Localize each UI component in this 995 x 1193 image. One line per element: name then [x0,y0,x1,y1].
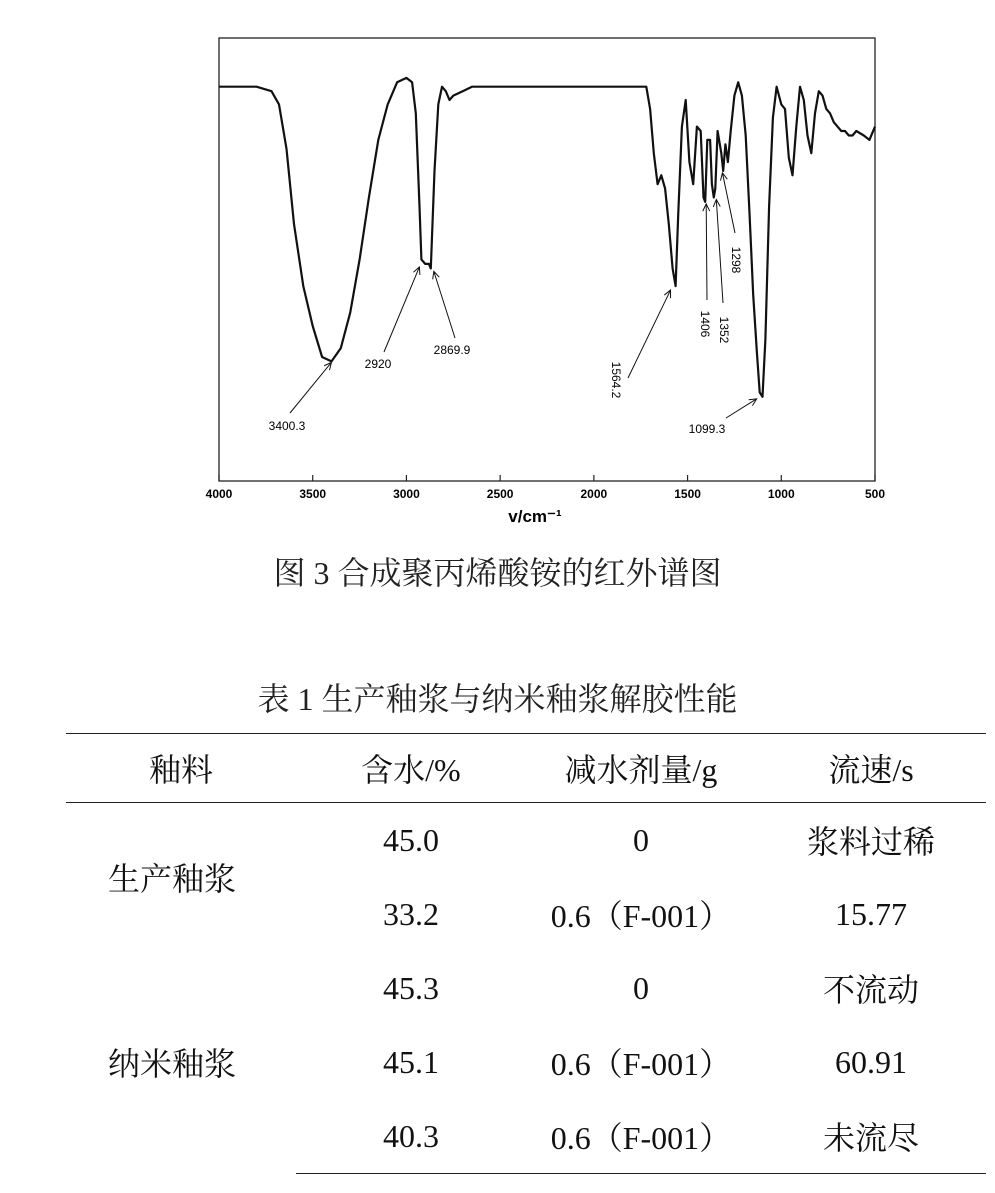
x-axis-label: v/cm⁻¹ [508,507,562,526]
x-tick-label: 4000 [205,487,233,501]
table-row [66,951,986,1025]
cell-reducer: 0.6（F-001） [550,898,732,934]
table-header-row [66,734,986,803]
peak-label: 1298 [729,246,743,274]
x-tick-label: 500 [864,487,886,501]
x-tick-label: 1000 [767,487,795,501]
table-caption: 表 1 生产釉浆与纳米釉浆解胶性能 [257,681,738,717]
x-tick-label: 1500 [674,487,701,501]
cell-flow: 不流动 [822,972,919,1008]
ir-spectrum-chart [0,0,995,530]
cell-flow: 15.77 [834,895,907,932]
cell-reducer: 0.6（F-001） [550,1046,732,1082]
annotation-arrow [628,290,671,378]
peak-label: 2869.9 [433,343,471,357]
cell-flow: 60.91 [834,1043,907,1080]
group-name: 纳米釉浆 [108,1046,237,1083]
annotation-arrow [726,399,757,418]
x-tick-label: 2500 [486,487,514,501]
x-tick-label: 2000 [580,487,608,501]
annotation-arrow [706,204,707,300]
peak-label: 1406 [698,310,712,338]
peak-label: 3400.3 [268,419,306,433]
annotation-arrow [716,199,723,303]
annotation-arrow [722,173,735,233]
spectrum-line [219,78,875,397]
plot-frame [219,38,875,481]
header-flow-rate: 流速/s [756,734,986,803]
peak-label: 1099.3 [688,422,726,436]
header-glaze: 釉料 [66,734,296,803]
peak-label: 1352 [717,316,731,344]
peak-annotations [269,173,757,436]
header-water-content: 含水/% [296,734,526,803]
x-tick-label: 3500 [299,487,327,501]
table-row [66,803,986,878]
group-name: 生产釉浆 [108,861,237,897]
cell-flow: 浆料过稀 [806,824,935,860]
peak-label: 2920 [364,357,392,371]
annotation-arrowhead [749,399,757,406]
cell-reducer: 0 [632,821,649,858]
cell-flow: 未流尽 [756,1099,986,1174]
cell-water: 33.2 [382,895,439,932]
cell-water: 45.0 [382,821,439,858]
cell-water: 45.1 [382,1043,439,1080]
cell-water: 45.3 [382,969,439,1006]
x-tick-label: 3000 [393,487,420,501]
figure-caption: 图 3 合成聚丙烯酸铵的红外谱图 [273,555,722,591]
cell-water: 40.3 [296,1099,526,1174]
peak-label: 1564.2 [609,361,623,399]
header-reducer-amount: 减水剂量/g [526,734,756,803]
annotation-arrow [384,267,419,352]
cell-reducer: 0.6（F-001） [526,1099,756,1174]
glaze-performance-table [66,733,986,1174]
cell-reducer: 0 [632,969,649,1006]
annotation-arrow [290,362,331,413]
annotation-arrow [434,271,455,338]
x-axis-ticks [206,475,886,501]
